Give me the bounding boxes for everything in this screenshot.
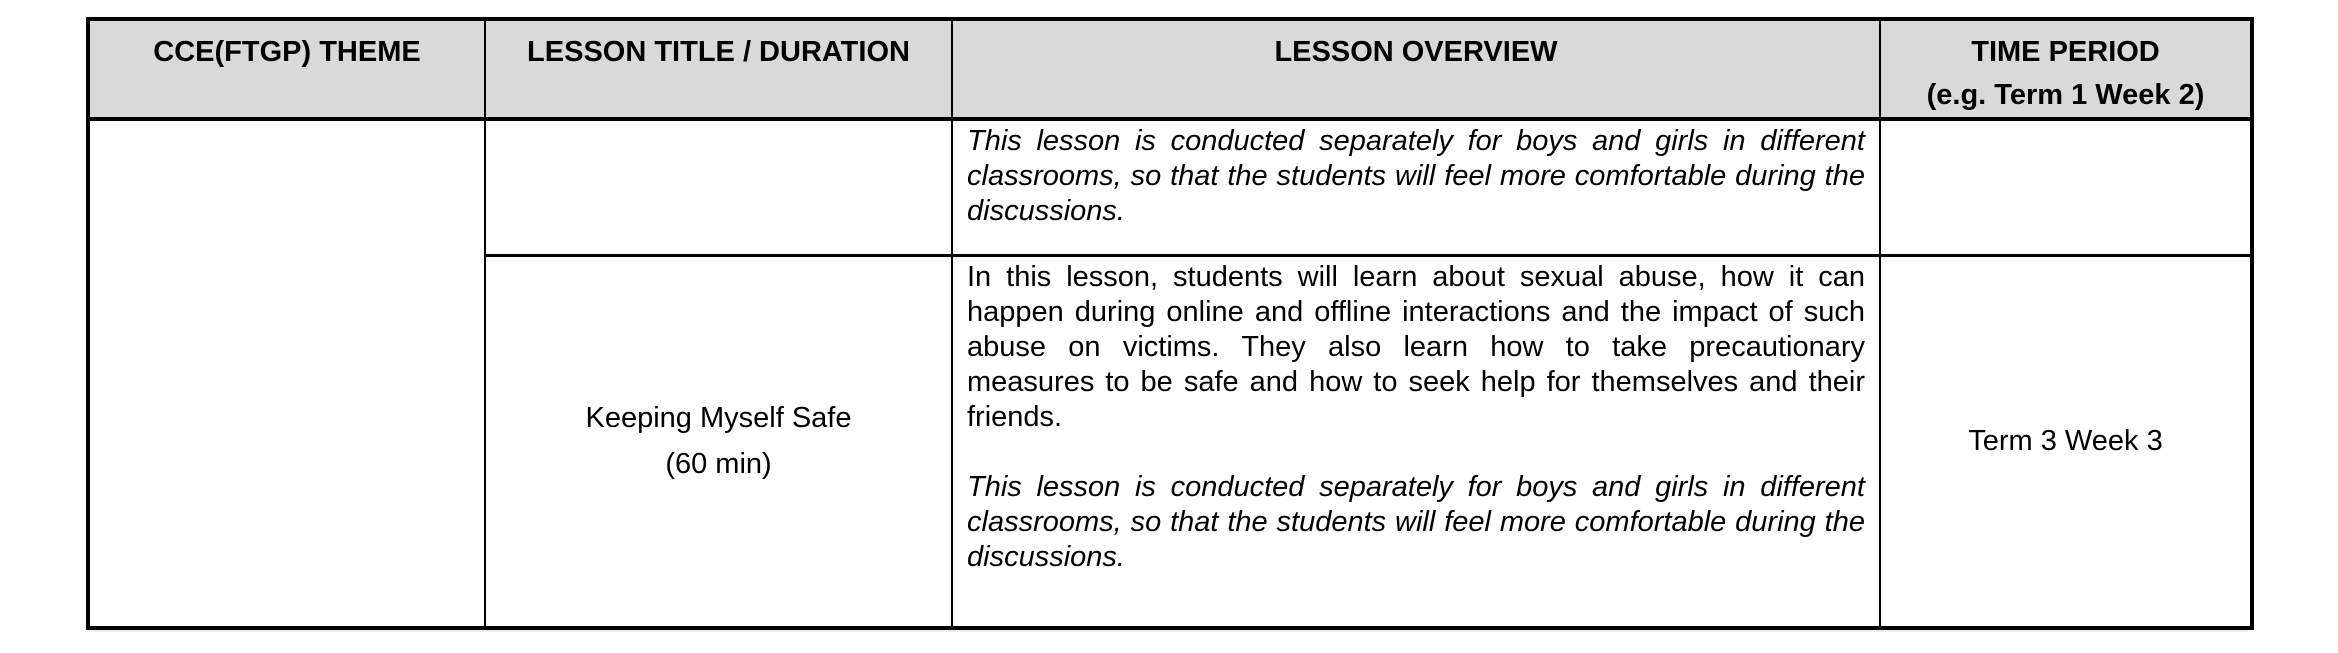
header-label-title: LESSON TITLE / DURATION [527,36,910,68]
lesson-plan-table [86,17,2254,630]
overview-cell-row2 [952,255,1880,628]
header-cell-title [485,19,952,119]
lesson-title: Keeping Myself Safe [585,402,852,435]
overview-cell-row1 [952,119,1880,255]
header-cell-period [1880,19,2252,119]
period-cell-row2 [1880,255,2252,628]
lesson-duration: (60 min) [665,448,772,481]
overview-note-row1: This lesson is conducted separately for boys and girls in different classrooms, so that the students will feel more comfortable during the discussions. [967,125,1865,227]
period-value-row2: Term 3 Week 3 [1968,425,2163,458]
overview-main-row2: In this lesson, students will learn about sexual abuse, how it can happen during online and offline interactions and the impact of such abuse on victims. They also learn how to take precautionary measures to be safe and how to seek help for themselves and their friends. [967,260,1865,433]
theme-cell [88,119,485,628]
header-label-overview: LESSON OVERVIEW [1274,36,1558,68]
title-cell-row1 [485,119,952,255]
table-row [88,119,2252,255]
header-cell-overview [952,19,1880,119]
period-cell-row1 [1880,119,2252,255]
title-cell-row2 [485,255,952,628]
header-label-theme: CCE(FTGP) THEME [153,36,421,68]
header-cell-theme [88,19,485,119]
header-label-period-line2: (e.g. Term 1 Week 2) [1926,79,2205,111]
table-header-row [88,19,2252,119]
overview-note-row2: This lesson is conducted separately for boys and girls in different classrooms, so that the students will feel more comfortable during the discussions. [967,470,1865,573]
page-artifact-line [88,630,2248,632]
header-label-period-line1: TIME PERIOD [1971,36,2160,68]
